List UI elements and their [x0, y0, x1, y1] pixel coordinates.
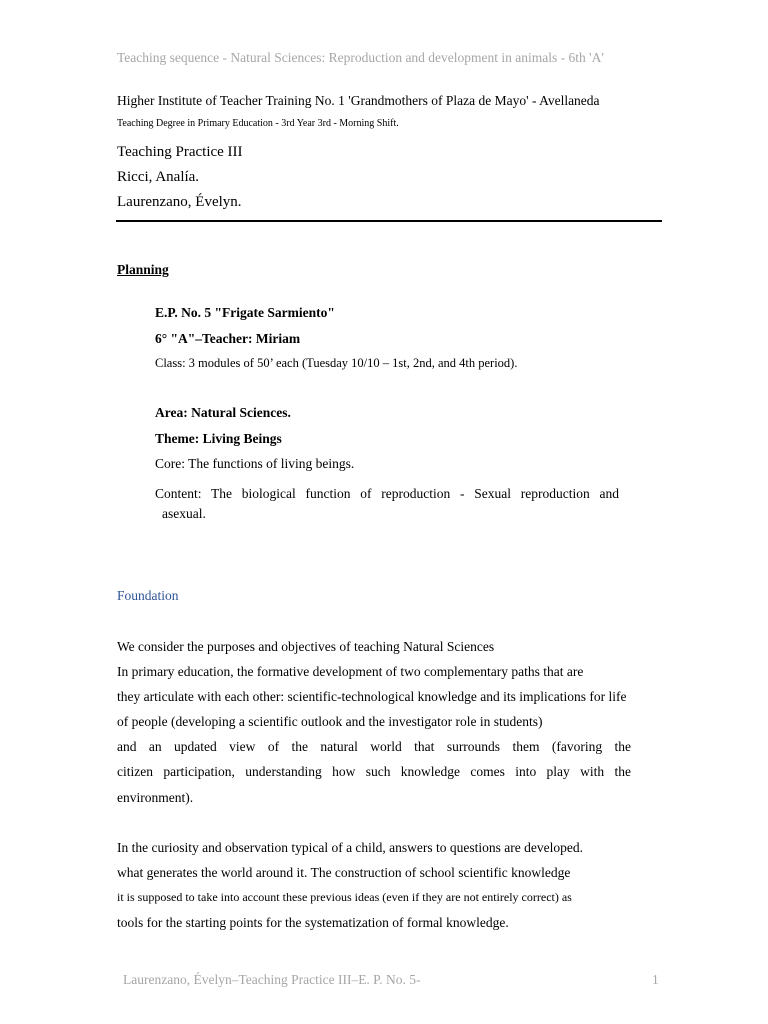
paragraph-line: they articulate with each other: scientific-technological knowledge and its implications for life — [117, 689, 627, 704]
degree-line: Teaching Degree in Primary Education - 3rd Year 3rd - Morning Shift. — [117, 118, 399, 129]
list-item-area: Area: Natural Sciences. — [155, 405, 291, 420]
list-item-core: Core: The functions of living beings. — [155, 456, 355, 471]
paragraph-line: tools for the starting points for the systematization of formal knowledge. — [117, 915, 509, 930]
list-item-content: Content: The biological function of reproduction - Sexual reproduction and — [155, 486, 619, 501]
list-item-class: Class: 3 modules of 50’ each (Tuesday 10/10 – 1st, 2nd, and 4th period). — [155, 356, 518, 370]
paragraph-line: of people (developing a scientific outlook and the investigator role in students) — [117, 714, 543, 729]
footer-text: Laurenzano, Évelyn–Teaching Practice III–E. P. No. 5- — [123, 972, 421, 987]
list-item-school: E.P. No. 5 "Frigate Sarmiento" — [155, 305, 335, 320]
planning-heading: Planning — [117, 262, 169, 277]
author-ricci: Ricci, Analía. — [117, 169, 200, 185]
author-laurenzano: Laurenzano, Évelyn. — [117, 194, 242, 210]
list-item-grade: 6° "A"–Teacher: Miriam — [155, 331, 301, 346]
page-number: 1 — [652, 972, 659, 987]
paragraph-line: In the curiosity and observation typical of a child, answers to questions are developed. — [117, 840, 583, 855]
institution-name: Higher Institute of Teacher Training No. 1 'Grandmothers of Plaza de Mayo' - Avellaneda — [117, 93, 600, 108]
header-divider — [116, 220, 662, 222]
list-item-content-continued: asexual. — [162, 506, 206, 521]
paragraph-line: In primary education, the formative development of two complementary paths that are — [117, 664, 584, 679]
paragraph-line: it is supposed to take into account these previous ideas (even if they are not entirely correct) as — [117, 890, 572, 904]
paragraph-line: and an updated view of the natural world that surrounds them (favoring the — [117, 739, 631, 754]
running-header: Teaching sequence - Natural Sciences: Reproduction and development in animals - 6th 'A' — [117, 50, 604, 65]
paragraph-line: citizen participation, understanding how such knowledge comes into play with the — [117, 764, 631, 779]
list-item-theme: Theme: Living Beings — [155, 431, 282, 446]
paragraph-line: what generates the world around it. The construction of school scientific knowledge — [117, 865, 571, 880]
foundation-heading: Foundation — [117, 588, 179, 603]
paragraph-line: environment). — [117, 790, 194, 805]
practice-title: Teaching Practice III — [117, 144, 243, 160]
paragraph-line: We consider the purposes and objectives of teaching Natural Sciences — [117, 639, 495, 654]
